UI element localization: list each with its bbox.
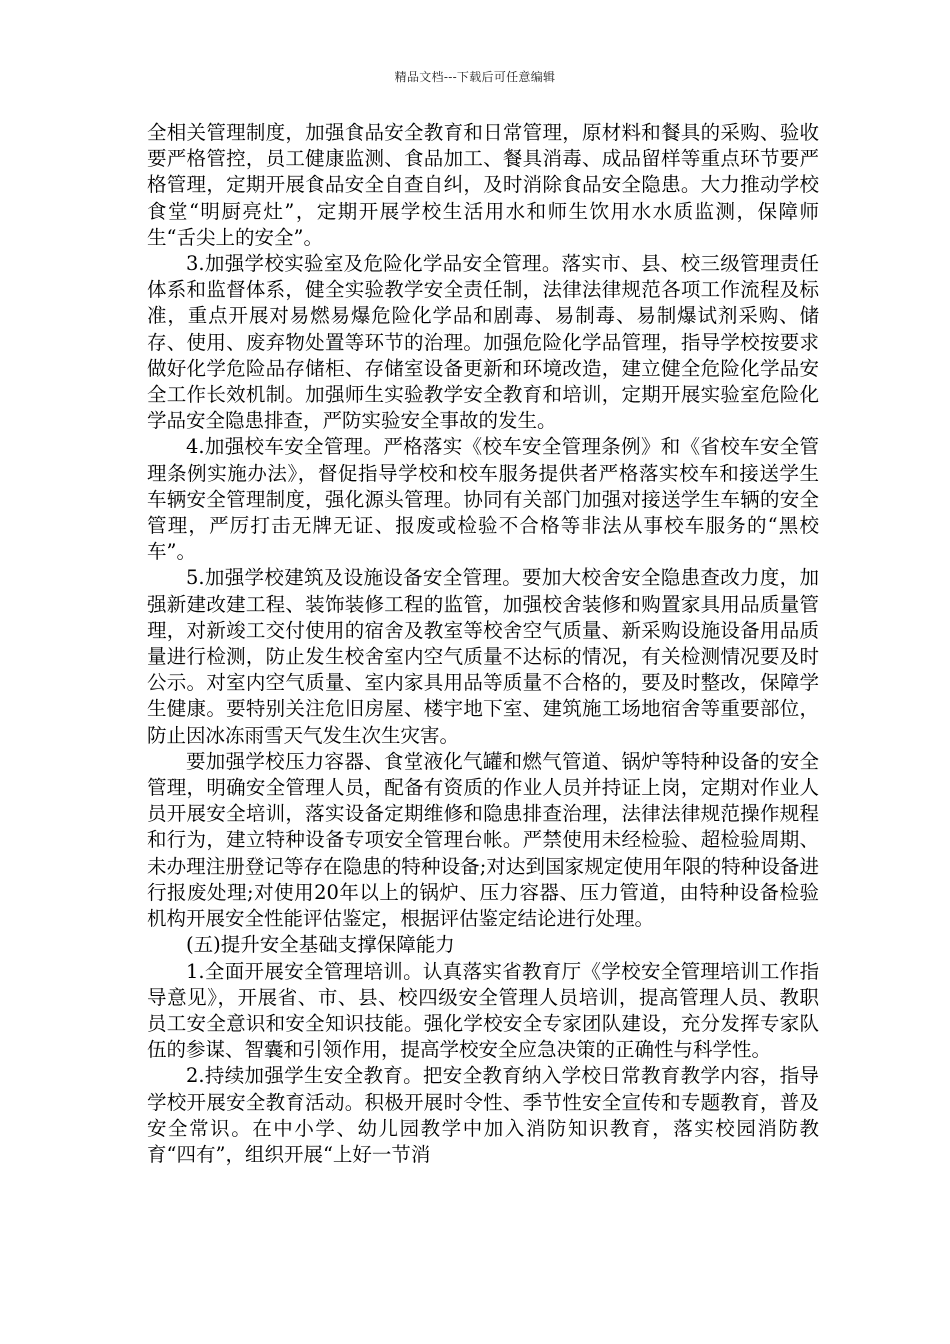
paragraph-6: 1.全面开展安全管理培训。认真落实省教育厅《学校安全管理培训工作指导意见》，开展省、市、县、校四级安全管理人员培训，提高管理人员、教职员工安全意识和安全知识技能。强化学校安全专家团队建设，充分发挥专家队伍的参谋、智囊和引领作用，提高学校安全应急决策的正确性与科学性。	[147, 959, 819, 1062]
section-heading: (五)提升安全基础支撑保障能力	[186, 933, 455, 957]
page-header: 精品文档---下载后可任意编辑	[394, 70, 556, 84]
paragraph-4: 5.加强学校建筑及设施设备安全管理。要加大校舍安全隐患查改力度，加强新建改建工程、装饰装修工程的监管，加强校舍装修和购置家具用品质量管理，对新竣工交付使用的宿舍及教室等校舍空气质量、新采购设施设备用品质量进行检测，防止发生校舍室内空气质量不达标的情况，有关检测情况要及时公示。对室内空气质量、室内家具用品等质量不合格的，要及时整改，保障学生健康。要特别关注危旧房屋、楼宇地下室、建筑施工场地宿舍等重要部位，防止因冰冻雨雪天气发生次生灾害。	[147, 566, 819, 747]
paragraph-3: 4.加强校车安全管理。严格落实《校车安全管理条例》和《省校车安全管理条例实施办法》，督促指导学校和校车服务提供者严格落实校车和接送学生车辆安全管理制度，强化源头管理。协同有关部门加强对接送学生车辆的安全管理，严厉打击无牌无证、报废或检验不合格等非法从事校车服务的“黑校车”。	[147, 435, 819, 564]
paragraph-1: 全相关管理制度，加强食品安全教育和日常管理，原材料和餐具的采购、验收要严格管控，员工健康监测、食品加工、餐具消毒、成品留样等重点环节要严格管理，定期开展食品安全自查自纠，及时消除食品安全隐患。大力推动学校食堂“明厨亮灶”，定期开展学校生活用水和师生饮用水水质监测，保障师生“舌尖上的安全”。	[147, 121, 819, 249]
paragraph-5: 要加强学校压力容器、食堂液化气罐和燃气管道、锅炉等特种设备的安全管理，明确安全管理人员，配备有资质的作业人员并持证上岗，定期对作业人员开展安全培训，落实设备定期维修和隐患排查治理，法律法律规范操作规程和行为，建立特种设备专项安全管理台帐。严禁使用未经检验、超检验周期、未办理注册登记等存在隐患的特种设备;对达到国家规定使用年限的特种设备进行报废处理;对使用20年以上的锅炉、压力容器、压力管道，由特种设备检验机构开展安全性能评估鉴定，根据评估鉴定结论进行处理。	[147, 749, 819, 931]
document-body	[147, 120, 819, 1168]
paragraph-7: 2.持续加强学生安全教育。把安全教育纳入学校日常教育教学内容，指导学校开展安全教育活动。积极开展时令性、季节性安全宣传和专题教育，普及安全常识。在中小学、幼儿园教学中加入消防知识教育，落实校园消防教育“四有”，组织开展“上好一节消	[147, 1064, 819, 1166]
paragraph-2: 3.加强学校实验室及危险化学品安全管理。落实市、县、校三级管理责任体系和监督体系，健全实验教学安全责任制，法律法律规范各项工作流程及标准，重点开展对易燃易爆危险化学品和剧毒、易制毒、易制爆试剂采购、储存、使用、废弃物处置等环节的治理。加强危险化学品管理，指导学校按要求做好化学危险品存储柜、存储室设备更新和环境改造，建立健全危险化学品安全工作长效机制。加强师生实验教学安全教育和培训，定期开展实验室危险化学品安全隐患排查，严防实验安全事故的发生。	[147, 252, 819, 433]
